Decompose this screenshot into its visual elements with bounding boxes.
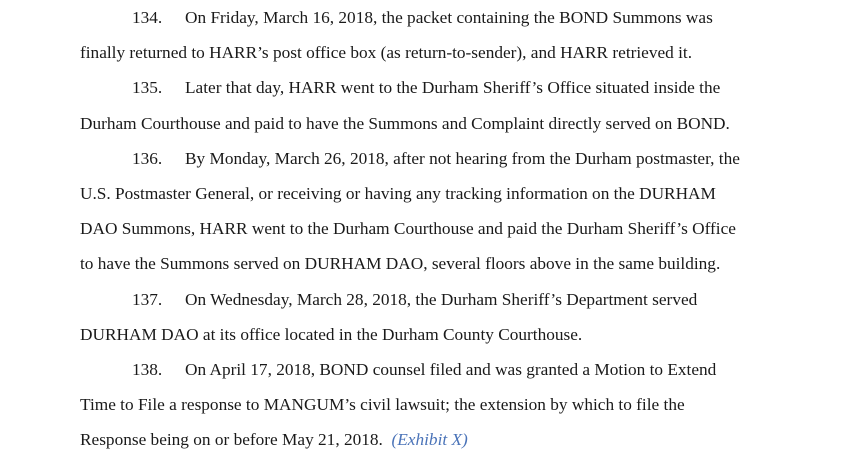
paragraph-first-line <box>80 0 780 35</box>
document-body <box>80 0 780 457</box>
paragraph-135 <box>80 70 780 140</box>
paragraph-number: 137. <box>132 289 163 309</box>
paragraph-text: On Wednesday, March 28, 2018, the Durham Sheriff’s Department served <box>185 289 698 309</box>
paragraph-line: Durham Courthouse and paid to have the Summons and Complaint directly served on BOND. <box>80 113 730 133</box>
paragraph-line: to have the Summons served on DURHAM DAO, several floors above in the same building. <box>80 254 721 274</box>
paragraph-text: Response being on or before May 21, 2018. <box>80 430 383 450</box>
paragraph-line: Time to File a response to MANGUM’s civil lawsuit; the extension by which to file the <box>80 395 685 415</box>
paragraph-text: By Monday, March 26, 2018, after not hearing from the Durham postmaster, the <box>185 148 740 168</box>
paragraph-first-line <box>80 282 780 317</box>
paragraph-first-line <box>80 352 780 387</box>
paragraph-text: On Friday, March 16, 2018, the packet containing the BOND Summons was <box>185 8 713 27</box>
paragraph-first-line <box>80 70 780 105</box>
paragraph-number: 134. <box>132 8 163 27</box>
paragraph-line: DURHAM DAO at its office located in the Durham County Courthouse. <box>80 324 583 344</box>
exhibit-x-link[interactable]: (Exhibit X) <box>391 430 468 450</box>
paragraph-line: DAO Summons, HARR went to the Durham Courthouse and paid the Durham Sheriff’s Office <box>80 219 736 239</box>
paragraph-line: U.S. Postmaster General, or receiving or having any tracking information on the DURHAM <box>80 183 716 203</box>
paragraph-text: On April 17, 2018, BOND counsel filed and was granted a Motion to Extend <box>185 359 717 379</box>
paragraph-number: 136. <box>132 148 163 168</box>
paragraph-text: Later that day, HARR went to the Durham Sheriff’s Office situated inside the <box>185 78 721 98</box>
paragraph-138 <box>80 352 780 458</box>
paragraph-137 <box>80 282 780 352</box>
paragraph-first-line <box>80 141 780 176</box>
paragraph-number: 135. <box>132 78 163 98</box>
paragraph-136 <box>80 141 780 282</box>
paragraph-134 <box>80 0 780 70</box>
paragraph-last-line <box>80 422 780 457</box>
paragraph-line: finally returned to HARR’s post office box (as return-to-sender), and HARR retrieved it. <box>80 43 693 63</box>
paragraph-number: 138. <box>132 359 163 379</box>
